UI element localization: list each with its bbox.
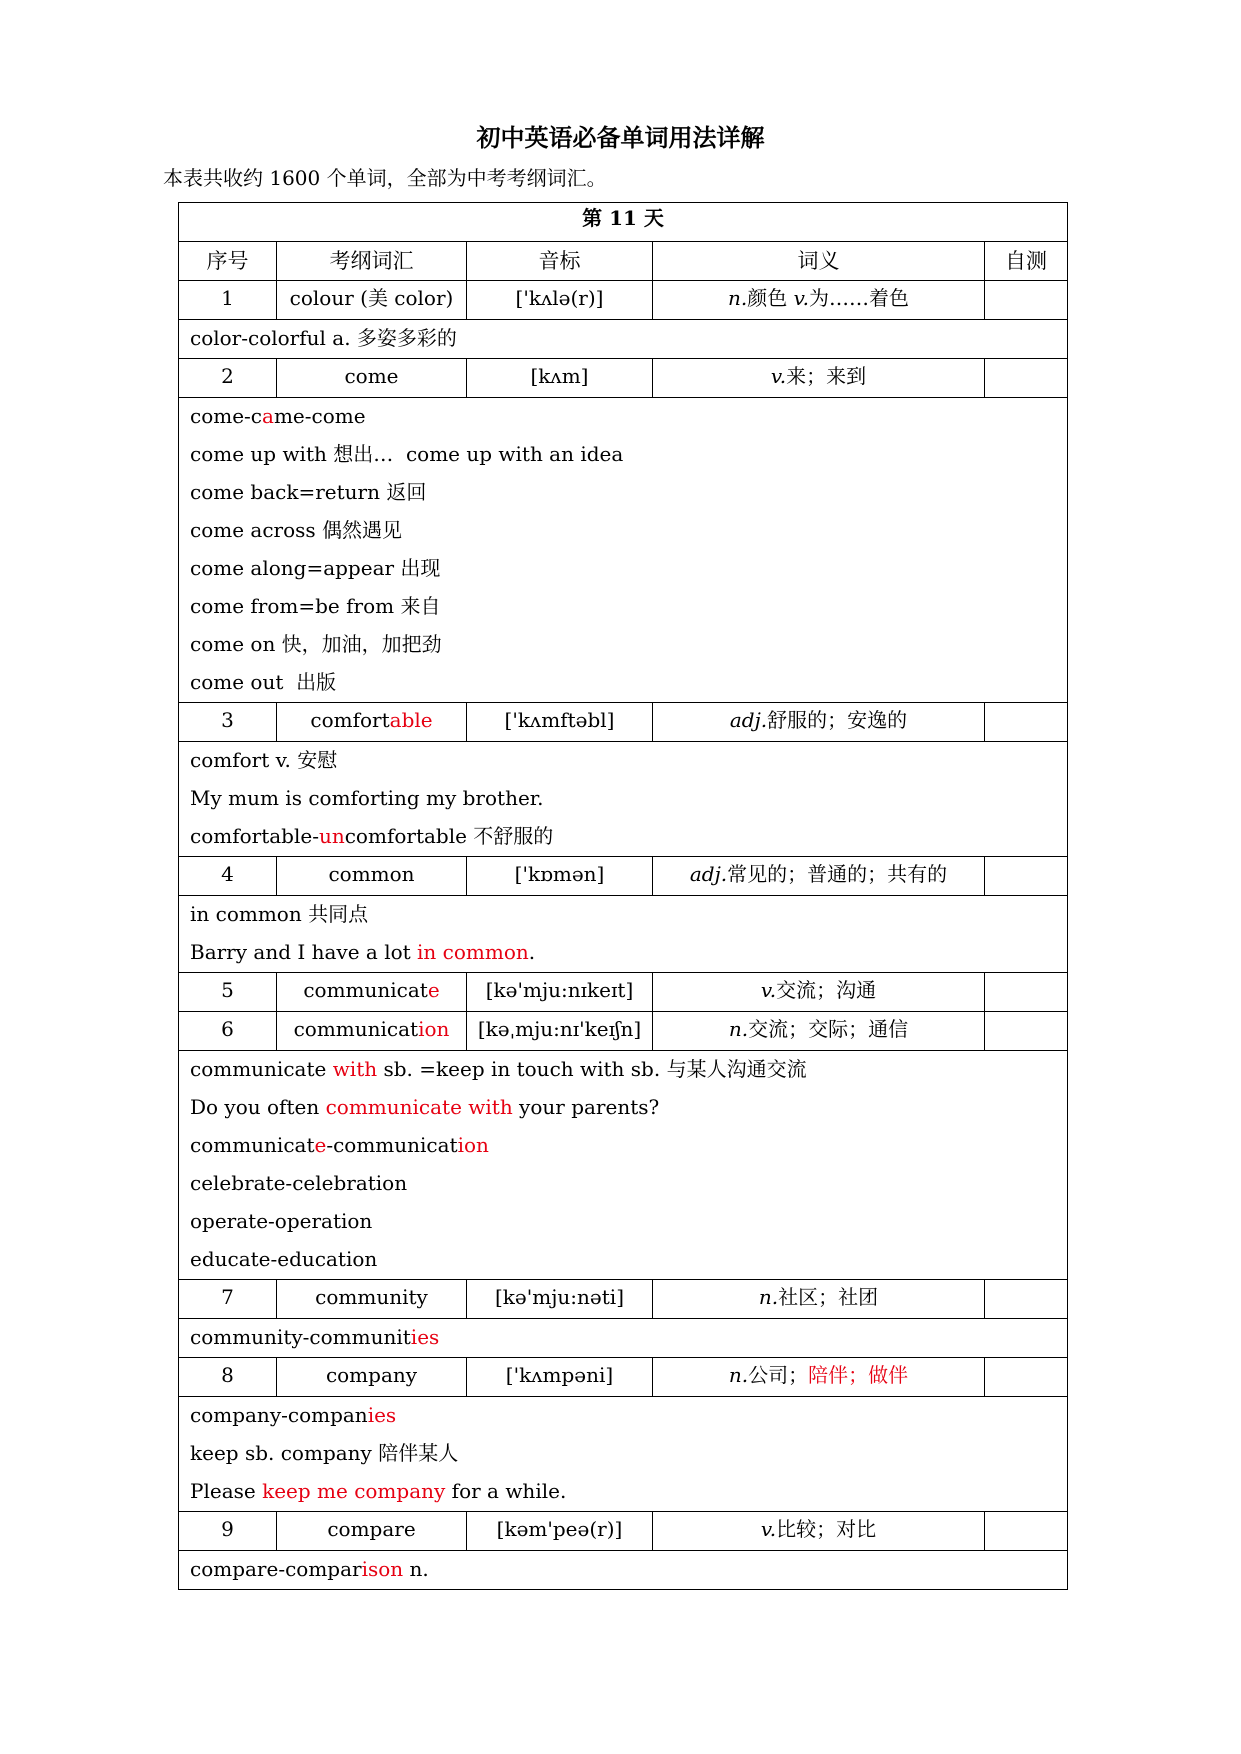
- self-test-cell[interactable]: [985, 1280, 1068, 1319]
- text-segment: -communicat: [326, 1133, 458, 1157]
- text-segment: come back=return 返回: [190, 480, 427, 504]
- text-segment: come: [344, 364, 399, 388]
- note-line: [190, 1127, 1067, 1165]
- part-of-speech: n.: [728, 1363, 749, 1387]
- word-term: [277, 359, 467, 398]
- text-segment: come out 出版: [190, 670, 337, 694]
- text-segment: come along=appear 出现: [190, 556, 441, 580]
- text-segment: communicat: [293, 1017, 419, 1041]
- note-line: [190, 742, 1067, 780]
- self-test-cell[interactable]: [985, 1012, 1068, 1051]
- word-number: 9: [179, 1512, 277, 1551]
- part-of-speech: n.: [728, 1017, 749, 1041]
- part-of-speech: n.: [758, 1285, 779, 1309]
- usage-notes: [179, 320, 1068, 359]
- word-phonetic: [kə'mju:nɪkeɪt]: [467, 973, 653, 1012]
- note-line: [190, 588, 1067, 626]
- word-row: [179, 703, 1068, 742]
- note-line: [190, 1241, 1067, 1279]
- word-number: 5: [179, 973, 277, 1012]
- text-segment: come-c: [190, 404, 263, 428]
- text-segment: 交流；交际；通信: [748, 1017, 909, 1041]
- highlighted-text: e: [427, 978, 440, 1002]
- word-row: [179, 857, 1068, 896]
- word-meaning: [653, 1512, 985, 1551]
- note-row: [179, 1397, 1068, 1512]
- text-segment: come across 偶然遇见: [190, 518, 403, 542]
- text-segment: .: [528, 940, 536, 964]
- word-term: [277, 1512, 467, 1551]
- usage-notes: [179, 896, 1068, 973]
- usage-notes: [179, 398, 1068, 703]
- text-segment: My mum is comforting my brother.: [190, 786, 544, 810]
- note-line: [190, 1473, 1067, 1511]
- page-title: 初中英语必备单词用法详解: [476, 123, 765, 152]
- usage-notes: [179, 742, 1068, 857]
- word-number: 3: [179, 703, 277, 742]
- word-phonetic: [kʌm]: [467, 359, 653, 398]
- note-line: [190, 1551, 1067, 1589]
- part-of-speech: n.: [728, 286, 748, 310]
- word-number: 2: [179, 359, 277, 398]
- highlighted-text: able: [389, 708, 433, 732]
- text-segment: come up with 想出… come up with an idea: [190, 442, 624, 466]
- note-line: [190, 626, 1067, 664]
- text-segment: 社区；社团: [778, 1285, 879, 1309]
- word-meaning: [653, 973, 985, 1012]
- text-segment: celebrate-celebration: [190, 1171, 408, 1195]
- word-phonetic: ['kɒmən]: [467, 857, 653, 896]
- self-test-cell[interactable]: [985, 1512, 1068, 1551]
- word-number: 1: [179, 281, 277, 320]
- text-segment: for a while.: [445, 1479, 567, 1503]
- note-row: [179, 896, 1068, 973]
- note-line: [190, 1435, 1067, 1473]
- note-line: [190, 1089, 1067, 1127]
- highlighted-text: communicate with: [325, 1095, 513, 1119]
- note-line: [190, 512, 1067, 550]
- text-segment: colour (美 color): [289, 286, 454, 310]
- word-term: [277, 973, 467, 1012]
- header-self-test: 自测: [985, 242, 1068, 281]
- text-segment: community-communit: [190, 1325, 411, 1349]
- text-segment: compare: [327, 1517, 416, 1541]
- note-line: [190, 818, 1067, 856]
- note-row: [179, 1319, 1068, 1358]
- word-phonetic: [kə'mju:nəti]: [467, 1280, 653, 1319]
- highlighted-text: with: [332, 1057, 378, 1081]
- text-segment: your parents?: [512, 1095, 660, 1119]
- header-phonetic: 音标: [467, 242, 653, 281]
- note-row: [179, 1551, 1068, 1590]
- word-meaning: [653, 1012, 985, 1051]
- text-segment: comfortable-: [190, 824, 319, 848]
- note-line: [190, 398, 1067, 436]
- usage-notes: [179, 1051, 1068, 1280]
- text-segment: comfort: [310, 708, 390, 732]
- highlighted-text: in common: [417, 940, 529, 964]
- word-row: [179, 359, 1068, 398]
- word-meaning: [653, 1280, 985, 1319]
- note-line: [190, 664, 1067, 702]
- word-phonetic: ['kʌmftəbl]: [467, 703, 653, 742]
- word-meaning: [653, 1358, 985, 1397]
- word-number: 6: [179, 1012, 277, 1051]
- note-row: [179, 398, 1068, 703]
- word-phonetic: [kəˌmju:nɪ'keɪʃn]: [467, 1012, 653, 1051]
- self-test-cell[interactable]: [985, 359, 1068, 398]
- vocabulary-table: [178, 202, 1068, 1590]
- text-segment: 来；来到: [786, 364, 867, 388]
- word-number: 4: [179, 857, 277, 896]
- note-row: [179, 1051, 1068, 1280]
- part-of-speech: adj.: [729, 708, 768, 732]
- text-segment: 公司；: [748, 1363, 809, 1387]
- word-term: [277, 1012, 467, 1051]
- self-test-cell[interactable]: [985, 281, 1068, 320]
- text-segment: communicate: [190, 1057, 333, 1081]
- note-line: [190, 1165, 1067, 1203]
- word-phonetic: ['kʌlə(r)]: [467, 281, 653, 320]
- word-meaning: [653, 359, 985, 398]
- note-line: [190, 320, 1067, 358]
- word-row: [179, 281, 1068, 320]
- word-number: 7: [179, 1280, 277, 1319]
- text-segment: me-come: [273, 404, 366, 428]
- word-term: [277, 857, 467, 896]
- self-test-cell[interactable]: [985, 973, 1068, 1012]
- highlighted-text: ies: [367, 1403, 397, 1427]
- word-term: [277, 1280, 467, 1319]
- highlighted-text: ies: [410, 1325, 440, 1349]
- note-row: [179, 320, 1068, 359]
- text-segment: Please: [190, 1479, 263, 1503]
- word-row: [179, 1280, 1068, 1319]
- text-segment: compare-compar: [190, 1557, 362, 1581]
- text-segment: Barry and I have a lot: [190, 940, 418, 964]
- word-phonetic: ['kʌmpəni]: [467, 1358, 653, 1397]
- note-line: [190, 1319, 1067, 1357]
- text-segment: comfortable 不舒服的: [344, 824, 554, 848]
- word-term: [277, 703, 467, 742]
- text-segment: in common 共同点: [190, 902, 369, 926]
- text-segment: come from=be from 来自: [190, 594, 441, 618]
- text-segment: communicat: [190, 1133, 315, 1157]
- text-segment: operate-operation: [190, 1209, 373, 1233]
- self-test-cell[interactable]: [985, 703, 1068, 742]
- word-row: [179, 1012, 1068, 1051]
- note-line: [190, 1051, 1067, 1089]
- note-line: [190, 436, 1067, 474]
- part-of-speech: v.: [760, 1517, 777, 1541]
- text-segment: 舒服的；安逸的: [767, 708, 908, 732]
- highlighted-text: a: [262, 404, 274, 428]
- word-term: [277, 281, 467, 320]
- header-meaning: 词义: [653, 242, 985, 281]
- intro-text: 本表共收约 1600 个单词，全部为中考考纲词汇。: [163, 166, 607, 190]
- word-number: 8: [179, 1358, 277, 1397]
- column-header-row: [179, 242, 1068, 281]
- highlighted-text: e: [314, 1133, 327, 1157]
- note-line: [190, 934, 1067, 972]
- text-segment: keep sb. company 陪伴某人: [190, 1441, 459, 1465]
- note-line: [190, 780, 1067, 818]
- text-segment: color-colorful a. 多姿多彩的: [190, 326, 457, 350]
- word-row: [179, 1512, 1068, 1551]
- text-segment: 颜色: [747, 286, 794, 310]
- text-segment: come on 快，加油，加把劲: [190, 632, 442, 656]
- text-segment: company-compan: [190, 1403, 368, 1427]
- text-segment: company: [325, 1363, 418, 1387]
- header-number: 序号: [179, 242, 277, 281]
- usage-notes: [179, 1397, 1068, 1512]
- note-line: [190, 896, 1067, 934]
- highlighted-text: 陪伴；做伴: [808, 1363, 909, 1387]
- note-line: [190, 1397, 1067, 1435]
- word-meaning: [653, 703, 985, 742]
- self-test-cell[interactable]: [985, 857, 1068, 896]
- text-segment: 为……着色: [808, 286, 909, 310]
- note-line: [190, 550, 1067, 588]
- note-line: [190, 474, 1067, 512]
- day-header: 第 11 天: [179, 203, 1068, 242]
- note-line: [190, 1203, 1067, 1241]
- text-segment: communicat: [303, 978, 428, 1002]
- text-segment: 比较；对比: [776, 1517, 877, 1541]
- part-of-speech: v.: [760, 978, 777, 1002]
- word-term: [277, 1358, 467, 1397]
- highlighted-text: ion: [418, 1017, 450, 1041]
- part-of-speech: adj.: [689, 862, 728, 886]
- word-row: [179, 973, 1068, 1012]
- word-meaning: [653, 281, 985, 320]
- usage-notes: [179, 1319, 1068, 1358]
- part-of-speech: v.: [793, 286, 809, 310]
- text-segment: educate-education: [190, 1247, 378, 1271]
- text-segment: community: [315, 1285, 428, 1309]
- vocabulary-table-body: [179, 203, 1068, 1590]
- text-segment: n.: [403, 1557, 429, 1581]
- word-row: [179, 1358, 1068, 1397]
- highlighted-text: ison: [361, 1557, 404, 1581]
- text-segment: 常见的；普通的；共有的: [727, 862, 948, 886]
- highlighted-text: ion: [457, 1133, 489, 1157]
- text-segment: 交流；沟通: [776, 978, 877, 1002]
- highlighted-text: keep me company: [262, 1479, 446, 1503]
- header-word: 考纲词汇: [277, 242, 467, 281]
- note-row: [179, 742, 1068, 857]
- text-segment: sb. =keep in touch with sb. 与某人沟通交流: [377, 1057, 807, 1081]
- text-segment: comfort v. 安慰: [190, 748, 338, 772]
- word-meaning: [653, 857, 985, 896]
- part-of-speech: v.: [770, 364, 787, 388]
- text-segment: Do you often: [190, 1095, 326, 1119]
- word-phonetic: [kəm'peə(r)]: [467, 1512, 653, 1551]
- self-test-cell[interactable]: [985, 1358, 1068, 1397]
- usage-notes: [179, 1551, 1068, 1590]
- highlighted-text: un: [318, 824, 345, 848]
- text-segment: common: [328, 862, 415, 886]
